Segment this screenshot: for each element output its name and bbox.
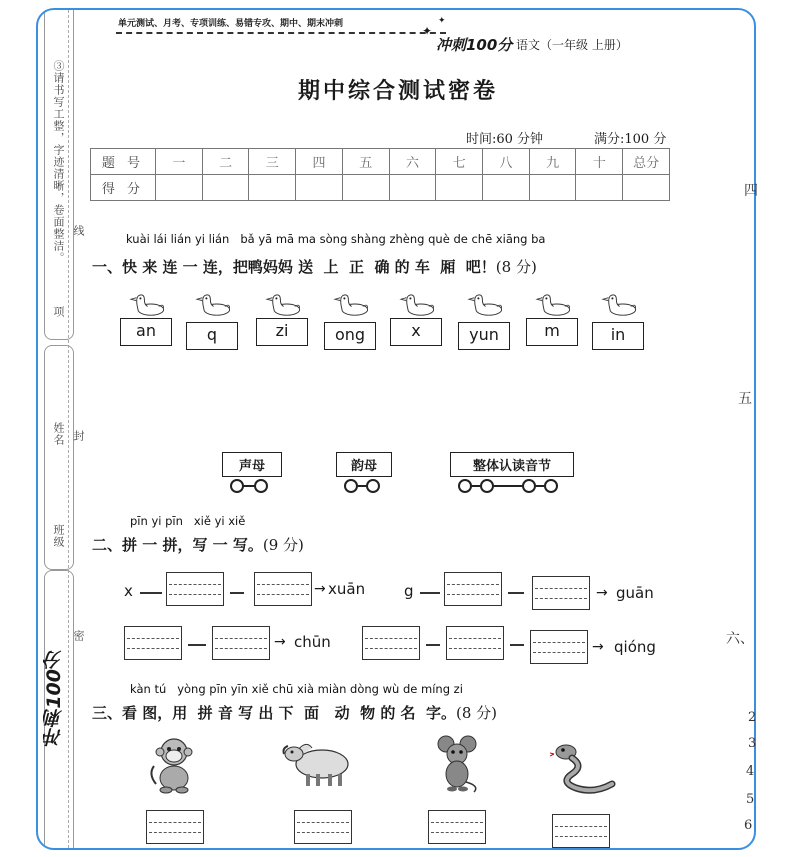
q2-title-text: 二、拼 一 拼，写 一 写。 [92,536,263,554]
q2-r1-end2: guān [616,584,654,602]
wheel-icon [544,479,558,493]
score-col: 九 [529,149,576,175]
q2-points: (9 分) [262,536,304,554]
mouse-icon [434,734,482,794]
q2-title [92,534,304,555]
syllable-card[interactable]: in [592,322,644,350]
right-page-number: 2 [748,710,757,725]
cart-label: 整体认读音节 [450,452,574,477]
binding-class-label: 班级 [52,524,65,548]
score-table-row-score [91,175,670,201]
binding-line-label: 线 [72,225,85,237]
writing-box[interactable] [532,576,590,610]
arrow-right-icon: → [592,639,604,655]
q3-title-text: 三、看 图，用 拼 音 写 出 下 面 动 物 的 名 字。 [92,704,457,722]
q1-title-text: 一、快 来 连 一 连，把鸭妈妈 送 上 正 确 的 车 厢 吧！ [92,258,496,276]
score-col: 五 [342,149,389,175]
header-dashed-rule [116,32,446,34]
score-col: 四 [296,149,343,175]
dash-connector [420,592,440,594]
duck-icon [326,292,374,316]
writing-box[interactable] [212,626,270,660]
sparkle-small-icon: ✦ [438,16,446,26]
writing-box[interactable] [444,572,502,606]
score-table-row-number [91,149,670,175]
exam-page [36,8,756,850]
q2-pinyin: pīn yi pīn xiě yi xiě [130,514,246,528]
header-subject: 语文（一年级 上册） [516,38,628,52]
syllable-card[interactable]: yun [458,322,510,350]
score-cell[interactable] [576,175,623,201]
cart-label: 声母 [222,452,282,477]
wheel-icon [366,479,380,493]
right-page-number: 3 [748,736,757,751]
writing-box[interactable] [166,572,224,606]
dash-connector [510,644,524,646]
score-cell[interactable] [156,175,203,201]
q3-pinyin: kàn tú yòng pīn yīn xiě chū xià miàn dòng wù de míng zi [130,682,463,696]
cart-wheels [450,477,574,493]
q2-r2-end1: chūn [294,633,331,651]
cart-initials[interactable] [222,452,282,493]
score-cell[interactable] [436,175,483,201]
page-title: 期中综合测试密卷 [297,78,498,104]
exam-full-score: 满分:100 分 [594,132,667,147]
duck-icon [188,292,236,316]
arrow-right-icon: → [274,634,286,650]
score-cell[interactable] [483,175,530,201]
score-cell[interactable] [296,175,343,201]
duck-icon [460,292,508,316]
score-cell[interactable] [623,175,670,201]
dash-connector [426,644,440,646]
writing-box[interactable] [254,572,312,606]
score-col: 三 [249,149,296,175]
score-cell[interactable] [202,175,249,201]
writing-box[interactable] [530,630,588,664]
syllable-card[interactable]: m [526,318,578,346]
duck-icon [258,292,306,316]
binding-note: ③请书写工整，字迹清晰，卷面整洁。 [52,60,65,264]
arrow-right-icon: → [596,585,608,601]
duck-icon [594,292,642,316]
dash-connector [508,592,524,594]
snake-icon [550,740,620,794]
right-page-section-five: 五 [738,391,752,407]
q2-r1-end1: xuān [328,580,366,598]
monkey-icon [146,734,202,794]
writing-box[interactable] [294,810,352,844]
dash-connector [188,644,206,646]
binding-name-label: 姓名 [52,422,65,446]
q1-points: (8 分) [495,258,537,276]
score-col: 六 [389,149,436,175]
duck-icon [122,292,170,316]
header-brand: 冲刺100分 [436,36,513,54]
sheep-icon [282,734,358,790]
dash-connector [140,592,162,594]
q2-r2-end2: qióng [614,638,656,656]
sparkle-icon: ✦ [422,24,433,38]
binding-brand: 冲刺100分 [43,650,65,747]
duck-icon [392,292,440,316]
binding-item-label: 项 [52,306,65,318]
right-page-number: 4 [746,764,755,779]
wheel-icon [522,479,536,493]
wheel-icon [254,479,268,493]
score-table-head: 得 分 [91,175,156,201]
score-cell[interactable] [529,175,576,201]
syllable-card[interactable]: an [120,318,172,346]
q2-r1-start1: x [124,582,133,600]
wheel-icon [458,479,472,493]
score-table-head: 题 号 [91,149,156,175]
q2-r1-start2: g [404,582,414,600]
arrow-right-icon: → [314,581,326,597]
wheel-icon [230,479,244,493]
writing-box[interactable] [446,626,504,660]
dash-connector [230,592,244,594]
score-col: 一 [156,149,203,175]
wheel-icon [344,479,358,493]
cart-whole-syllables[interactable] [450,452,574,493]
score-table [90,148,670,201]
binding-seal-label: 封 [72,430,85,442]
cart-wheels [336,477,392,493]
score-col: 八 [483,149,530,175]
q1-pinyin: kuài lái lián yi lián bǎ yā mā ma sòng shàng zhèng què de chē xiāng ba [126,232,546,246]
cart-wheels [222,477,282,493]
right-page-section-six: 六、 [726,631,754,647]
right-page-section-four: 四 [744,183,758,199]
q3-points: (8 分) [456,704,498,722]
header-strip: 单元测试、月考、专项训练、易错专攻、期中、期末冲刺 [118,19,344,29]
score-col: 七 [436,149,483,175]
cart-label: 韵母 [336,452,392,477]
score-col: 二 [202,149,249,175]
writing-box[interactable] [552,814,610,848]
duck-icon [528,292,576,316]
score-col: 十 [576,149,623,175]
right-page-number: 6 [744,818,753,833]
writing-box[interactable] [146,810,204,844]
q1-title [92,256,537,277]
score-cell[interactable] [342,175,389,201]
writing-box[interactable] [362,626,420,660]
syllable-card[interactable]: x [390,318,442,346]
syllable-card[interactable]: zi [256,318,308,346]
writing-box[interactable] [124,626,182,660]
binding-mi-label: 密 [72,630,85,642]
syllable-card[interactable]: ong [324,322,376,350]
right-page-number: 5 [746,792,755,807]
q3-title [92,702,497,723]
score-cell[interactable] [249,175,296,201]
syllable-card[interactable]: q [186,322,238,350]
binding-margin [38,10,85,848]
exam-time: 时间:60 分钟 [466,132,544,147]
score-col-total: 总分 [623,149,670,175]
writing-box[interactable] [428,810,486,844]
wheel-icon [480,479,494,493]
cart-finals[interactable] [336,452,392,493]
score-cell[interactable] [389,175,436,201]
